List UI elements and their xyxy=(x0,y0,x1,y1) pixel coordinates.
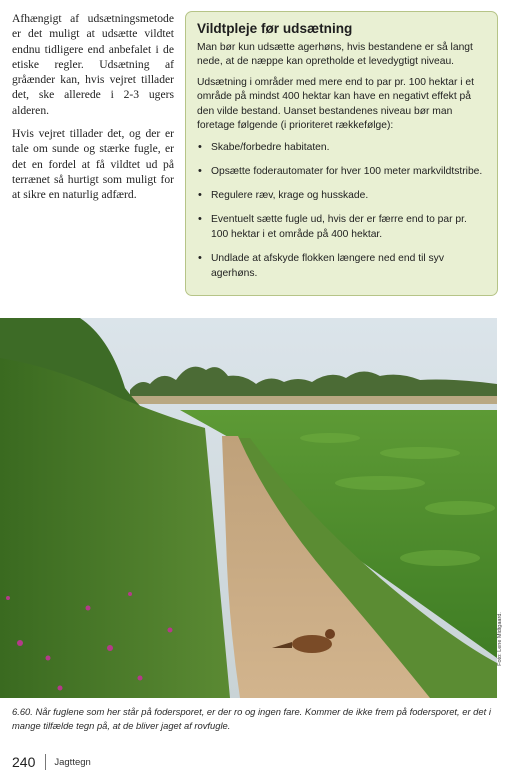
body-text-column xyxy=(12,11,174,203)
info-box-bullet: • Regulere ræv, krage og husskade. xyxy=(197,188,486,203)
figure-number: 6.60. xyxy=(12,706,33,717)
info-box xyxy=(185,11,498,296)
distant-stubble-field xyxy=(130,396,497,404)
info-box-paragraph-1: Man bør kun udsætte agerhøns, hvis bestandene er så langt nede, at de næppe kan opretholde et levedygtigt niveau. xyxy=(197,42,473,68)
photo-credit: Foto: Lene Midtgaard. xyxy=(497,612,504,666)
footer-divider xyxy=(45,754,46,770)
info-box-list xyxy=(197,140,486,281)
section-name: Jagttegn xyxy=(54,756,91,768)
info-box-bullet: • Undlade at afskyde flokken længere ned end til syv agerhøns. xyxy=(197,251,486,281)
body-paragraph-1: Afhængigt af udsætningsmetode er det muligt at udsætte vildtet endnu tidligere end anbefalet i de etiske regler. Udsætning af gråænder kan, hvis vejret tillader det, ske allerede i 2-3 ugers alderen. xyxy=(12,12,174,117)
info-box-bullet: • Eventuelt sætte fugle ud, hvis der er færre end to par pr. 100 hektar i et område på 400 hektar. xyxy=(197,212,486,242)
info-box-bullet: • Opsætte foderautomater for hver 100 meter markvildtstribe. xyxy=(197,164,486,179)
field-path-photo xyxy=(0,318,504,698)
photo-illustration xyxy=(0,318,497,698)
body-paragraph-2: Hvis vejret tillader det, og der er tale om sunde og stærke fugle, er det en fordel at få vildtet ud på terrænet så hurtigt som muligt for at sikre en naturlig adfærd. xyxy=(12,127,174,202)
info-box-bullet: • Skabe/forbedre habitaten. xyxy=(197,140,486,155)
page-footer xyxy=(12,754,91,770)
info-box-title: Vildtpleje før udsætning xyxy=(197,21,353,36)
figure-caption xyxy=(12,705,496,733)
page-number: 240 xyxy=(12,754,36,770)
info-box-paragraph-2: Udsætning i områder med mere end to par pr. 100 hektar i et område på mindst 400 hektar kan have en negativt effekt på den vilde bestand. Uanset bestandenes niveau bør man foretage følgende (i prioriteret rækkefølge): xyxy=(197,76,475,132)
figure-caption-text: Når fuglene som her står på fodersporet, er der ro og ingen fare. Kommer de ikke frem på fodersporet, er det i mange tilfælde tegn på, at de bliver jaget af rovfugle. xyxy=(12,706,491,731)
